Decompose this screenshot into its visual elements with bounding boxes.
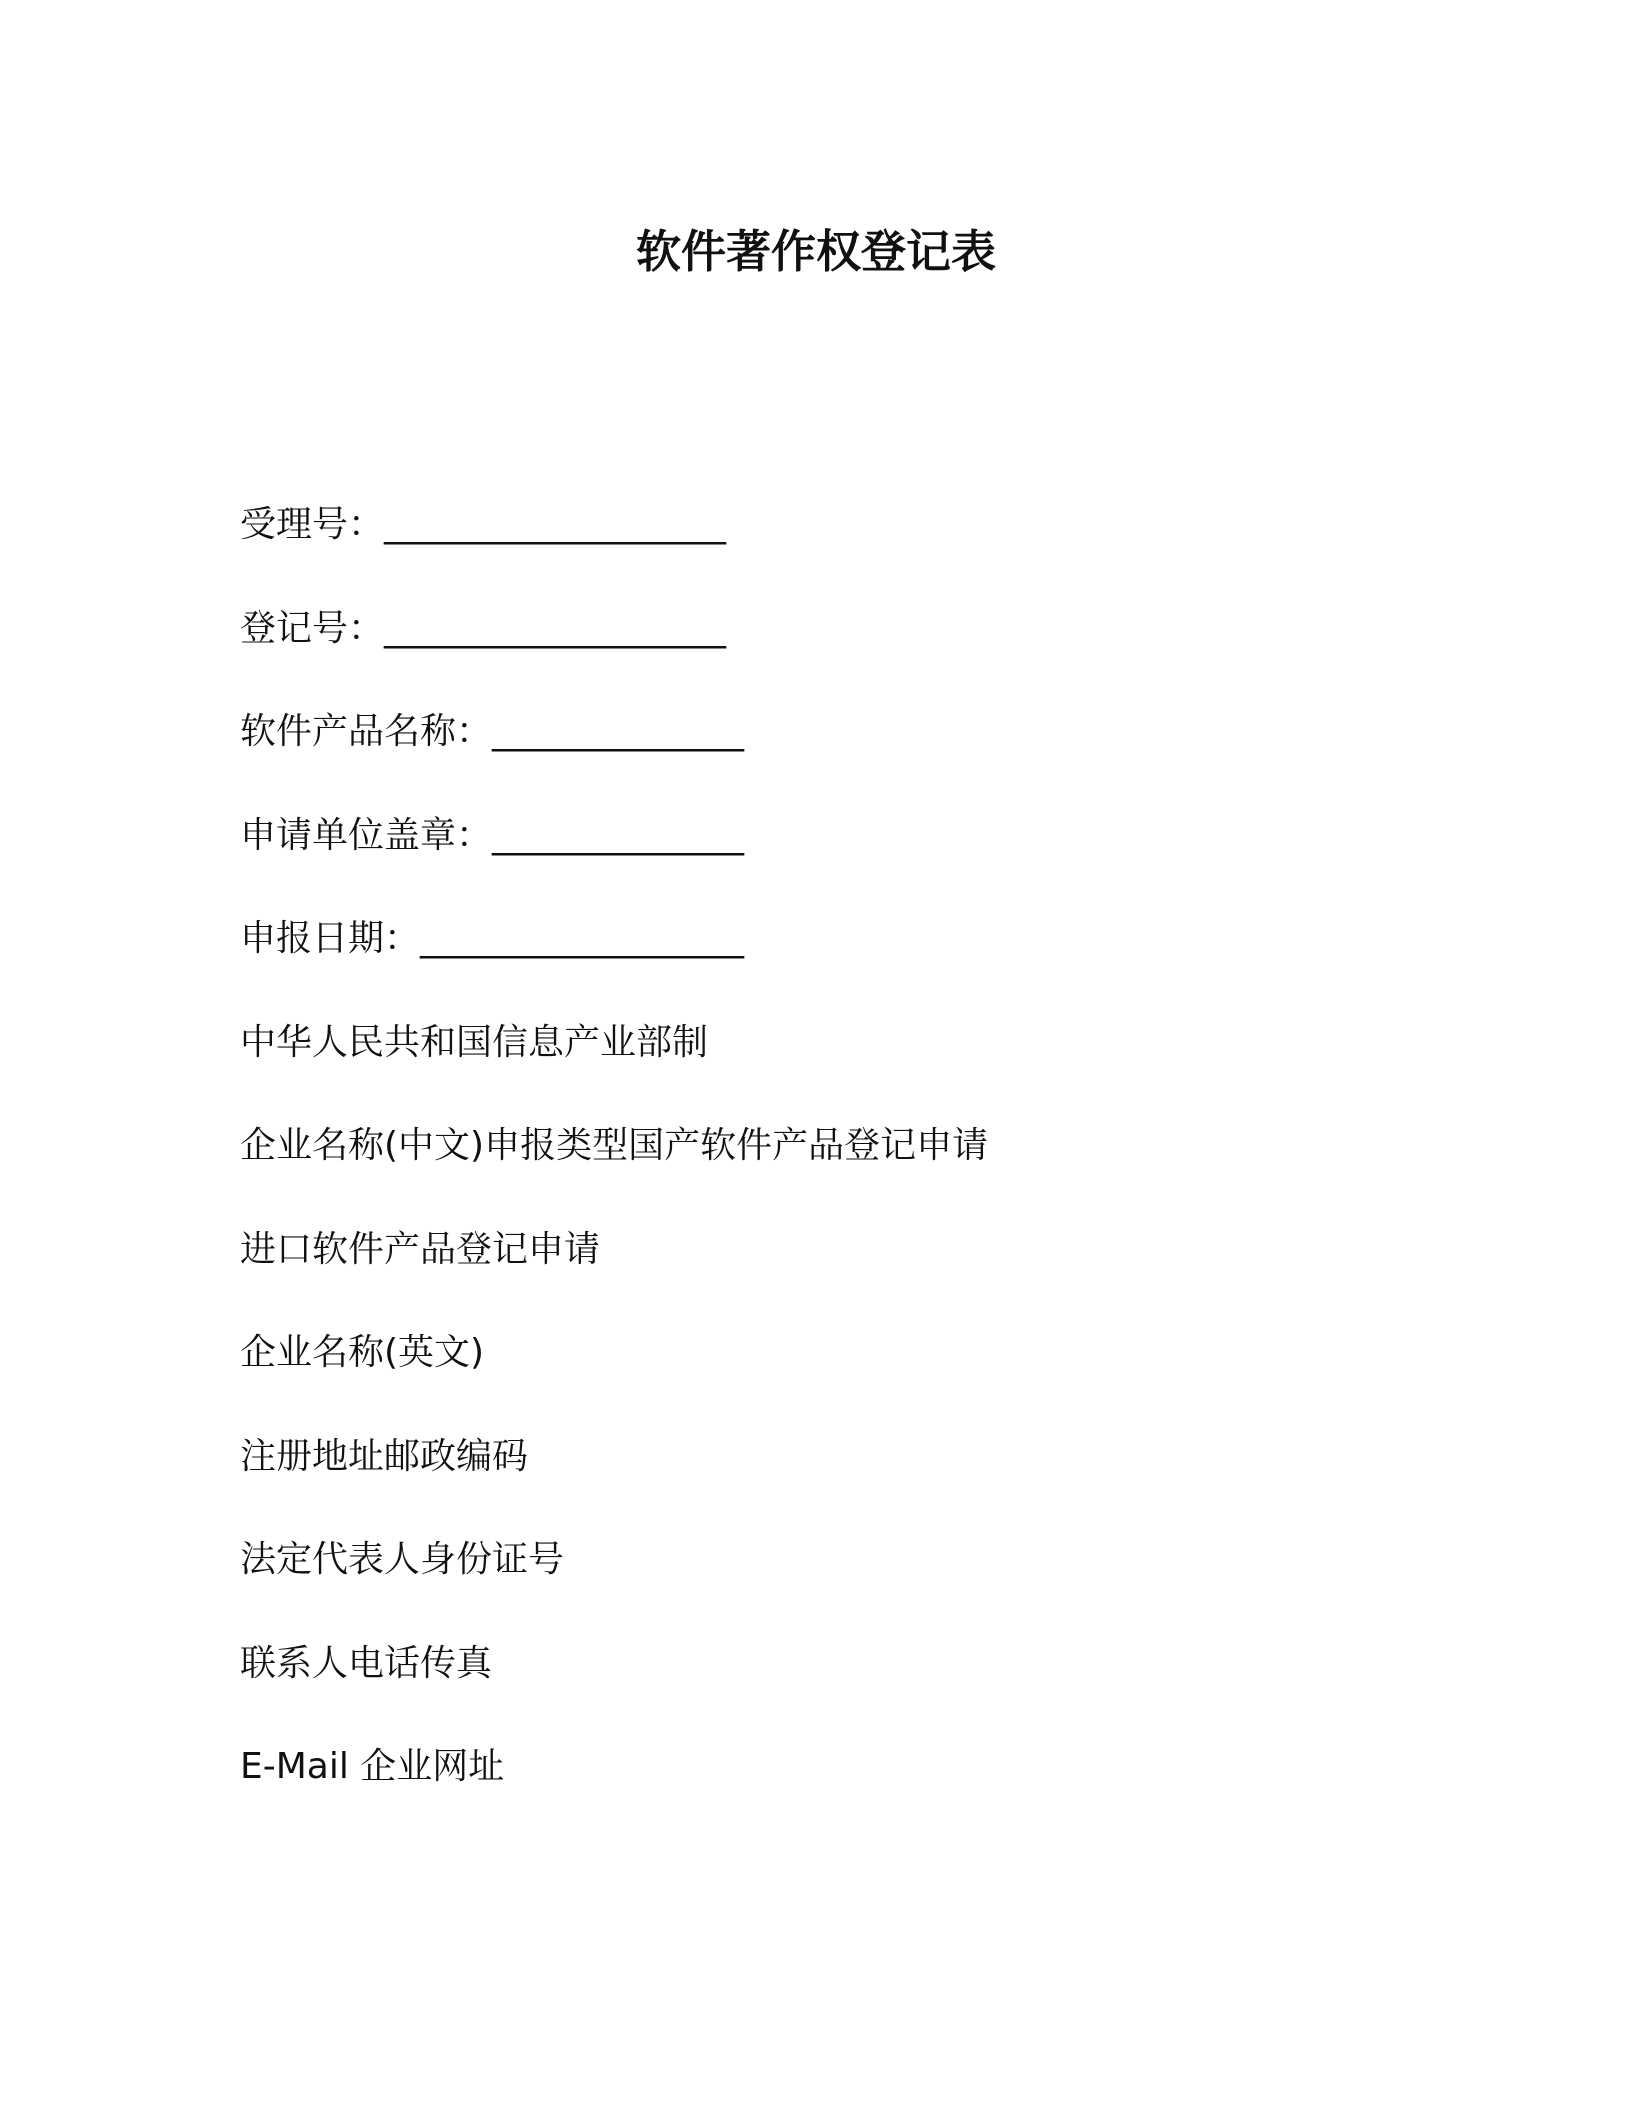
fill-in-blank: ___________________ xyxy=(384,504,727,545)
field-software-product-name xyxy=(240,702,1440,806)
fill-in-blank: __________________ xyxy=(420,918,745,959)
import-application-line: 进口软件产品登记申请 xyxy=(240,1228,601,1270)
field-application-date xyxy=(240,909,1440,1013)
field-label: 受理号： xyxy=(240,504,385,545)
address-postcode-line: 注册地址邮政编码 xyxy=(240,1435,529,1477)
fill-in-blank: ___________________ xyxy=(384,607,727,649)
document-body xyxy=(240,495,1440,1841)
company-name-en-line: 企业名称(英文) xyxy=(240,1332,485,1373)
fill-in-blank: ______________ xyxy=(492,814,745,856)
field-applicant-seal xyxy=(240,806,1440,910)
company-name-cn-line: 企业名称(中文)申报类型国产软件产品登记申请 xyxy=(240,1125,989,1166)
contact-phone-fax-line: 联系人电话传真 xyxy=(240,1642,493,1684)
field-acceptance-number xyxy=(240,495,1440,599)
field-label: 软件产品名称： xyxy=(240,711,493,752)
document-title: 软件著作权登记表 xyxy=(635,225,996,278)
field-label: 申报日期： xyxy=(240,918,421,959)
legal-rep-id-line: 法定代表人身份证号 xyxy=(240,1539,565,1580)
field-label: 申请单位盖章： xyxy=(240,814,493,856)
email-website-line: E-Mail 企业网址 xyxy=(240,1746,505,1787)
field-registration-number xyxy=(240,599,1440,703)
fill-in-blank: ______________ xyxy=(492,711,745,752)
issuer-line: 中华人民共和国信息产业部制 xyxy=(240,1021,709,1063)
field-label: 登记号： xyxy=(240,607,385,649)
